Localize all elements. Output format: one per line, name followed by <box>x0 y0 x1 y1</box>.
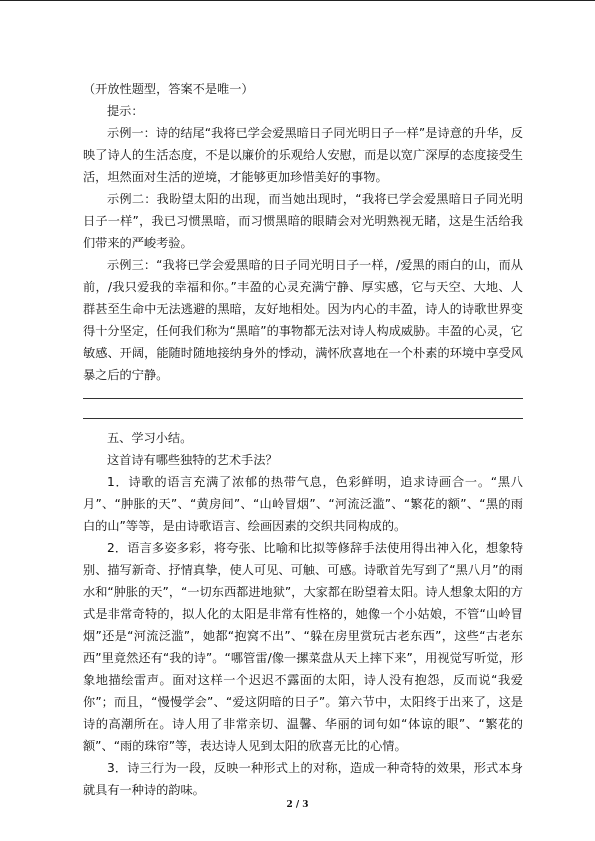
hint-label: 提示： <box>107 104 144 118</box>
example-one: 示例一：诗的结尾“我将已学会爱黑暗日子同光明日子一样”是诗意的升华，反映了诗人的生活态度，不是以廉价的乐观给人安慰，而是以宽广深厚的态度接受生活，坦然面对生活的逆境，才能够更加珍惜美好的事物。 <box>83 126 523 184</box>
document-page <box>83 78 523 801</box>
page-top-border <box>0 0 595 1</box>
summary-question: 这首诗有哪些独特的艺术手法？ <box>107 453 278 467</box>
answer-line-1 <box>83 398 523 399</box>
example-two: 示例二：我盼望太阳的出现，而当她出现时，“我将已学会爱黑暗日子同光明日子一样”，我已习惯黑暗，而习惯黑暗的眼睛会对光明熟视无睹，这是生活给我们带来的严峻考验。 <box>83 192 523 250</box>
intro-note: （开放性题型，答案不是唯一） <box>83 82 254 96</box>
section-five-title: 五、学习小结。 <box>107 431 193 445</box>
summary-point-2: 2．语言多姿多彩，将夸张、比喻和比拟等修辞手法使用得出神入化，想象特别、描写新奇、抒情真挚，使人可见、可触、可感。诗歌首先写到了“黑八月”的雨水和“肿胀的天”，“一切东西都进地狱”，大家都在盼望着太阳。诗人想象太阳的方式是非常奇特的，拟人化的太阳是非常有性格的，她像一个小姑娘，不管“山岭冒烟”还是“河流泛滥”，她都“抱窝不出”、“躲在房里赏玩古老东西”，这些“古老东西”里竟然还有“我的诗”。“哪管雷/像一摞菜盘从天上摔下来”，用视觉写听觉，形象地描绘雷声。面对这样一个迟迟不露面的太阳，诗人没有抱怨，反而说“我爱你”；而且，“慢慢学会”、“爱这阴暗的日子”。第六节中，太阳终于出来了，这是诗的高潮所在。诗人用了非常亲切、温馨、华丽的词句如“体谅的眼”、“繁花的额”、“雨的珠帘”等，表达诗人见到太阳的欣喜无比的心情。 <box>83 541 523 753</box>
answer-line-2 <box>83 418 523 419</box>
example-three: 示例三：“我将已学会爱黑暗的日子同光明日子一样，/爱黑的雨白的山，而从前，/我只爱我的幸福和你。”丰盈的心灵充满宁静、厚实感，它与天空、大地、人群甚至生命中无法逃避的黑暗，友好地相处。因为内心的丰盈，诗人的诗歌世界变得十分坚定，任何我们称为“黑暗”的事物都无法对诗人构成威胁。丰盈的心灵，它敏感、开阔，能随时随地接纳身外的悸动，满怀欣喜地在一个朴素的环境中享受风暴之后的宁静。 <box>83 258 523 382</box>
summary-point-1: 1．诗歌的语言充满了浓郁的热带气息，色彩鲜明，追求诗画合一。“黑八月”、“肿胀的天”、“黄房间”、“山岭冒烟”、“河流泛滥”、“繁花的额”、“黑的雨白的山”等等，是由诗歌语言、绘画因素的交织共同构成的。 <box>83 475 523 533</box>
page-number: 2 / 3 <box>286 800 309 810</box>
summary-point-3: 3．诗三行为一段，反映一种形式上的对称，造成一种奇特的效果，形式本身就具有一种诗的韵味。 <box>83 761 523 797</box>
